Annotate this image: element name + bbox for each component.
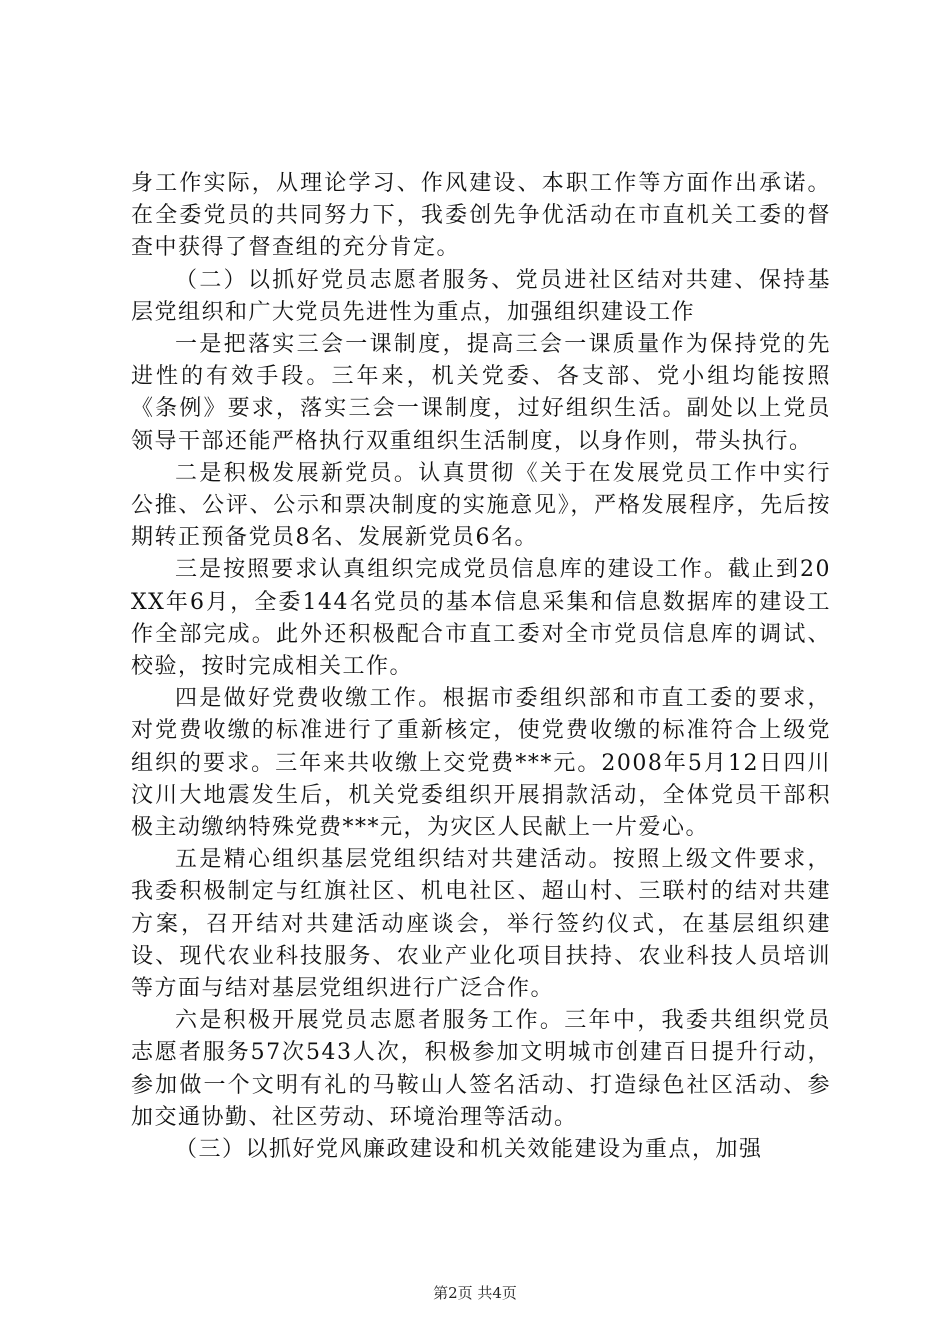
document-body bbox=[131, 168, 831, 1166]
page-number-footer: 第2页 共4页 bbox=[433, 1284, 517, 1302]
paragraph-item-2: 二是积极发展新党员。认真贯彻《关于在发展党员工作中实行公推、公评、公示和票决制度的实施意见》，严格发展程序，先后按期转正预备党员8名、发展新党员6名。 bbox=[131, 460, 831, 551]
paragraph-item-6: 六是积极开展党员志愿者服务工作。三年中，我委共组织党员志愿者服务57次543人次，积极参加文明城市创建百日提升行动，参加做一个文明有礼的马鞍山人签名活动、打造绿色社区活动、参加交通协勤、社区劳动、环境治理等活动。 bbox=[131, 1008, 831, 1130]
paragraph-continuation: 身工作实际，从理论学习、作风建设、本职工作等方面作出承诺。在全委党员的共同努力下，我委创先争优活动在市直机关工委的督查中获得了督查组的充分肯定。 bbox=[131, 171, 831, 261]
paragraph-item-1: 一是把落实三会一课制度，提高三会一课质量作为保持党的先进性的有效手段。三年来，机关党委、各支部、党小组均能按照《条例》要求，落实三会一课制度，过好组织生活。副处以上党员领导干部还能严格执行双重组织生活制度，以身作则，带头执行。 bbox=[131, 332, 831, 454]
section-heading-2: （二）以抓好党员志愿者服务、党员进社区结对共建、保持基层党组织和广大党员先进性为重点，加强组织建设工作 bbox=[131, 267, 831, 325]
paragraph-item-4: 四是做好党费收缴工作。根据市委组织部和市直工委的要求，对党费收缴的标准进行了重新核定，使党费收缴的标准符合上级党组织的要求。三年来共收缴上交党费***元。2008年5月12日四川汶川大地震发生后，机关党委组织开展捐款活动，全体党员干部积极主动缴纳特殊党费***元，为灾区人民献上一片爱心。 bbox=[131, 686, 831, 841]
paragraph-item-5: 五是精心组织基层党组织结对共建活动。按照上级文件要求，我委积极制定与红旗社区、机电社区、超山村、三联村的结对共建方案，召开结对共建活动座谈会，举行签约仪式，在基层组织建设、现代农业科技服务、农业产业化项目扶持、农业科技人员培训等方面与结对基层党组织进行广泛合作。 bbox=[131, 847, 831, 1002]
section-heading-3: （三）以抓好党风廉政建设和机关效能建设为重点，加强 bbox=[175, 1137, 763, 1163]
paragraph-item-3: 三是按照要求认真组织完成党员信息库的建设工作。截止到20XX年6月，全委144名党员的基本信息采集和信息数据库的建设工作全部完成。此外还积极配合市直工委对全市党员信息库的调试、校验，按时完成相关工作。 bbox=[131, 557, 831, 680]
